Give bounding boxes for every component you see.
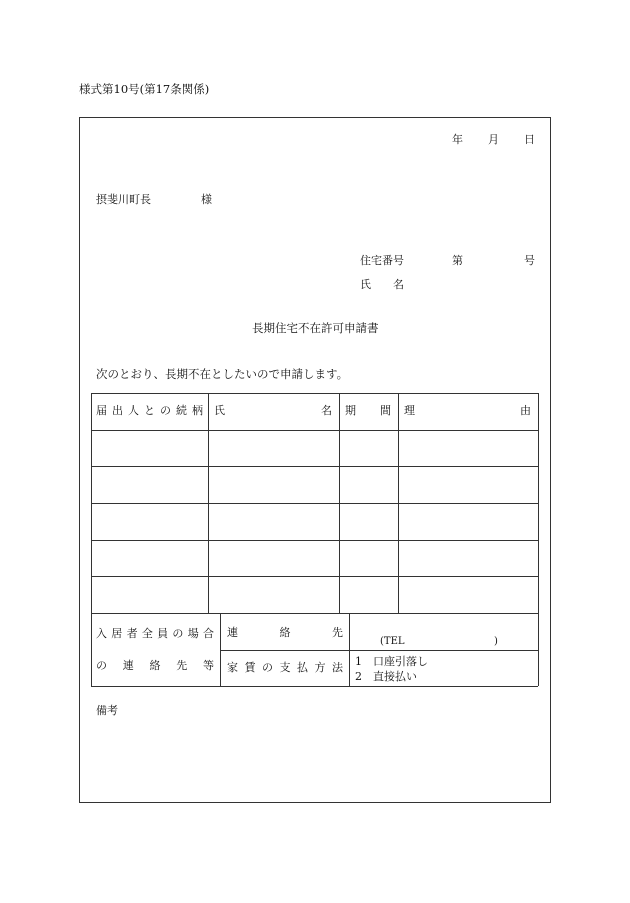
table-col-divider [339, 393, 340, 613]
document-title: 長期住宅不在許可申請書 [252, 321, 379, 335]
date-month-label: 月 [488, 133, 499, 146]
tel-open-label: (TEL [380, 636, 405, 647]
addressee-honorific: 様 [201, 193, 212, 206]
table-border-bottom [91, 686, 538, 687]
table-row-divider [91, 540, 538, 541]
absence-contact-label-line1: 入 居 者 全 員 の 場 合 [96, 627, 214, 640]
table-border-left [91, 393, 92, 686]
tel-close-label: ) [494, 636, 498, 647]
addressee-name: 摂斐川町長 [96, 193, 151, 206]
table-row-divider [91, 613, 538, 614]
table-col-divider [398, 393, 399, 613]
date-day-label: 日 [524, 133, 535, 146]
table-border-right [538, 393, 539, 686]
form-number-label: 様式第10号(第17条関係) [79, 82, 210, 96]
header-reason: 理 由 [404, 404, 531, 417]
header-name: 氏 名 [214, 404, 332, 417]
header-period: 期 間 [345, 404, 391, 417]
header-relationship: 届 出 人 と の 続 柄 [96, 404, 203, 417]
contact-label: 連 絡 先 [227, 626, 343, 639]
absence-contact-label-line2: の 連 絡 先 等 [96, 659, 214, 672]
rent-option-direct: 2 直接払い [355, 670, 417, 683]
rent-option-bank: 1 口座引落し [355, 655, 428, 668]
table-row-divider [91, 503, 538, 504]
rent-payment-label: 家 賃 の 支 払 方 法 [227, 661, 343, 674]
applicant-name-label: 氏 名 [360, 278, 404, 291]
table-row-divider [220, 650, 538, 651]
house-number-label: 住宅番号 [360, 254, 404, 267]
house-number-prefix: 第 [452, 254, 463, 267]
date-year-label: 年 [452, 133, 463, 146]
house-number-suffix: 号 [524, 254, 535, 267]
form-frame [79, 117, 551, 803]
table-border-top [91, 393, 538, 394]
table-col-divider [208, 393, 209, 613]
table-row-divider [91, 466, 538, 467]
table-col-divider [349, 613, 350, 686]
table-col-divider [220, 613, 221, 686]
intro-text: 次のとおり、長期不在としたいので申請します。 [96, 367, 349, 381]
remarks-label: 備考 [96, 704, 118, 717]
table-row-divider [91, 576, 538, 577]
table-row-divider [91, 430, 538, 431]
